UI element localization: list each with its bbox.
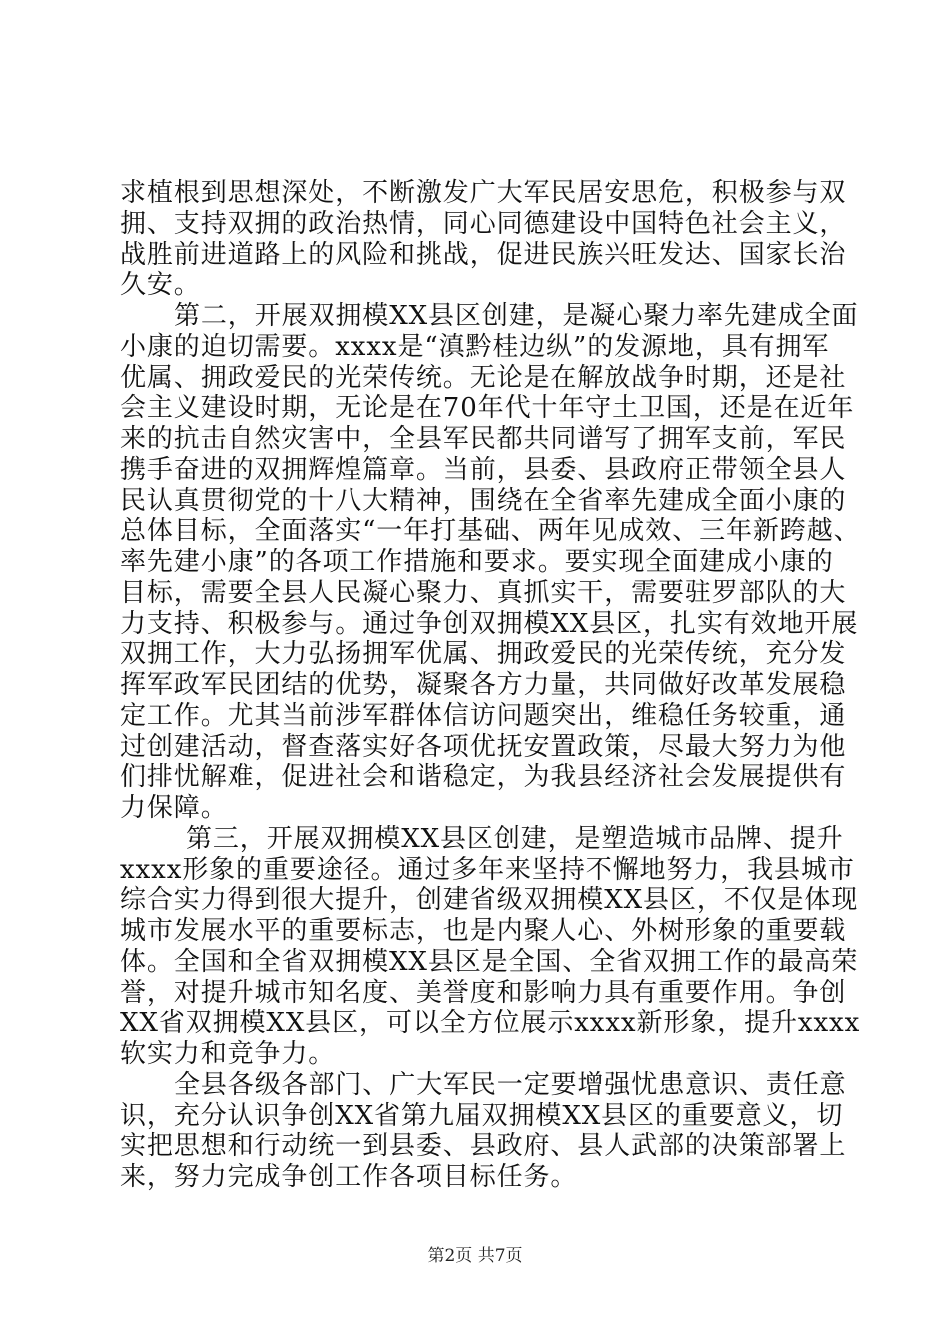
paragraph-start-line: 第二，开展双拥模XX县区创建，是凝心聚力率先建成全面 bbox=[174, 301, 859, 331]
text-line: 们排忧解难，促进社会和谐稳定，为我县经济社会发展提供有 bbox=[120, 762, 847, 793]
text-line: 软实力和竞争力。 bbox=[120, 1039, 336, 1069]
text-line: 战胜前进道路上的风险和挑战，促进民族兴旺发达、国家长治 bbox=[120, 239, 847, 270]
body-text bbox=[120, 178, 861, 1193]
text-line: 识，充分认识争创XX省第九届双拥模XX县区的重要意义，切 bbox=[120, 1100, 844, 1131]
text-line: 双拥工作，大力弘扬拥军优属、拥政爱民的光荣传统，充分发 bbox=[120, 639, 847, 670]
text-line: 优属、拥政爱民的光荣传统。无论是在解放战争时期，还是社 bbox=[120, 362, 847, 393]
paragraph-start-line: 第三，开展双拥模XX县区创建，是塑造城市品牌、提升 bbox=[186, 823, 844, 854]
text-line: XX省双拥模XX县区，可以全方位展示xxxx新形象，提升xxxx bbox=[120, 1008, 861, 1039]
text-line: 来，努力完成争创工作各项目标任务。 bbox=[120, 1162, 578, 1192]
text-line: 挥军政军民团结的优势，凝聚各方力量，共同做好改革发展稳 bbox=[120, 670, 847, 700]
text-line: 城市发展水平的重要标志，也是内聚人心、外树形象的重要载 bbox=[120, 916, 847, 946]
paragraph-start-line: 全县各级各部门、广大军民一定要增强忧患意识、责任意 bbox=[174, 1069, 847, 1100]
text-line: 久安。 bbox=[120, 270, 201, 301]
text-line: 求植根到思想深处，不断激发广大军民居安思危，积极参与双 bbox=[120, 178, 847, 208]
text-line: 来的抗击自然灾害中，全县军民都共同谱写了拥军支前，军民 bbox=[120, 424, 847, 454]
text-line: 综合实力得到很大提升，创建省级双拥模XX县区，不仅是体现 bbox=[120, 885, 859, 916]
text-line: 目标，需要全县人民凝心聚力、真抓实干，需要驻罗部队的大 bbox=[120, 577, 847, 608]
text-line: 携手奋进的双拥辉煌篇章。当前，县委、县政府正带领全县人 bbox=[120, 454, 847, 485]
text-line: xxxx形象的重要途径。通过多年来坚持不懈地努力，我县城市 bbox=[120, 854, 855, 885]
text-line: 总体目标，全面落实“一年打基础、两年见成效、三年新跨越、 bbox=[120, 516, 861, 547]
text-line: 定工作。尤其当前涉军群体信访问题突出，维稳任务较重，通 bbox=[120, 700, 847, 731]
text-line: 会主义建设时期，无论是在70年代十年守土卫国，还是在近年 bbox=[120, 393, 855, 424]
text-line: 体。全国和全省双拥模XX县区是全国、全省双拥工作的最高荣 bbox=[120, 946, 859, 977]
page-number-footer: 第2页 共7页 bbox=[427, 1246, 523, 1266]
text-line: 誉，对提升城市知名度、美誉度和影响力具有重要作用。争创 bbox=[120, 977, 847, 1008]
text-line: 拥、支持双拥的政治热情，同心同德建设中国特色社会主义， bbox=[120, 208, 847, 239]
text-line: 率先建小康”的各项工作措施和要求。要实现全面建成小康的 bbox=[120, 547, 834, 577]
text-line: 实把思想和行动统一到县委、县政府、县人武部的决策部署上 bbox=[120, 1131, 847, 1162]
text-line: 小康的迫切需要。xxxx是“滇黔桂边纵”的发源地，具有拥军 bbox=[120, 331, 830, 362]
text-line: 民认真贯彻党的十八大精神，围绕在全省率先建成全面小康的 bbox=[120, 485, 847, 516]
text-line: 力支持、积极参与。通过争创双拥模XX县区，扎实有效地开展 bbox=[120, 608, 859, 639]
text-line: 力保障。 bbox=[120, 793, 228, 823]
text-line: 过创建活动，督查落实好各项优抚安置政策，尽最大努力为他 bbox=[120, 731, 847, 762]
